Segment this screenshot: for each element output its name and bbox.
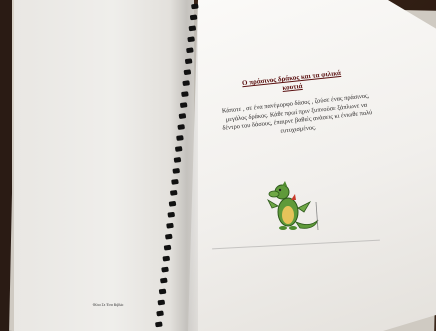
spine-shadow: [170, 0, 198, 331]
left-page-footer: Φίλοι Σε Ένα Βιβλίο: [92, 303, 124, 307]
left-page: [14, 0, 194, 331]
story-title: Ο πράσινος δράκος και τα φιλικά κουτιά: [241, 68, 342, 93]
right-page: [188, 0, 436, 331]
dragon-illustration: [258, 172, 328, 242]
story-paragraph: Κάποτε , σε ένα πανέμορφο δάσος , ζούσε ένας πράσινος, μεγάλος δράκος. Κάθε πρωί πριν ξυπνούσε ξάπλωνε να δέντρο του δάσους, έπαιρνε βαθιές ανάσεις κι ένιωθε πολύ ευτυχισμένος.: [221, 92, 373, 135]
